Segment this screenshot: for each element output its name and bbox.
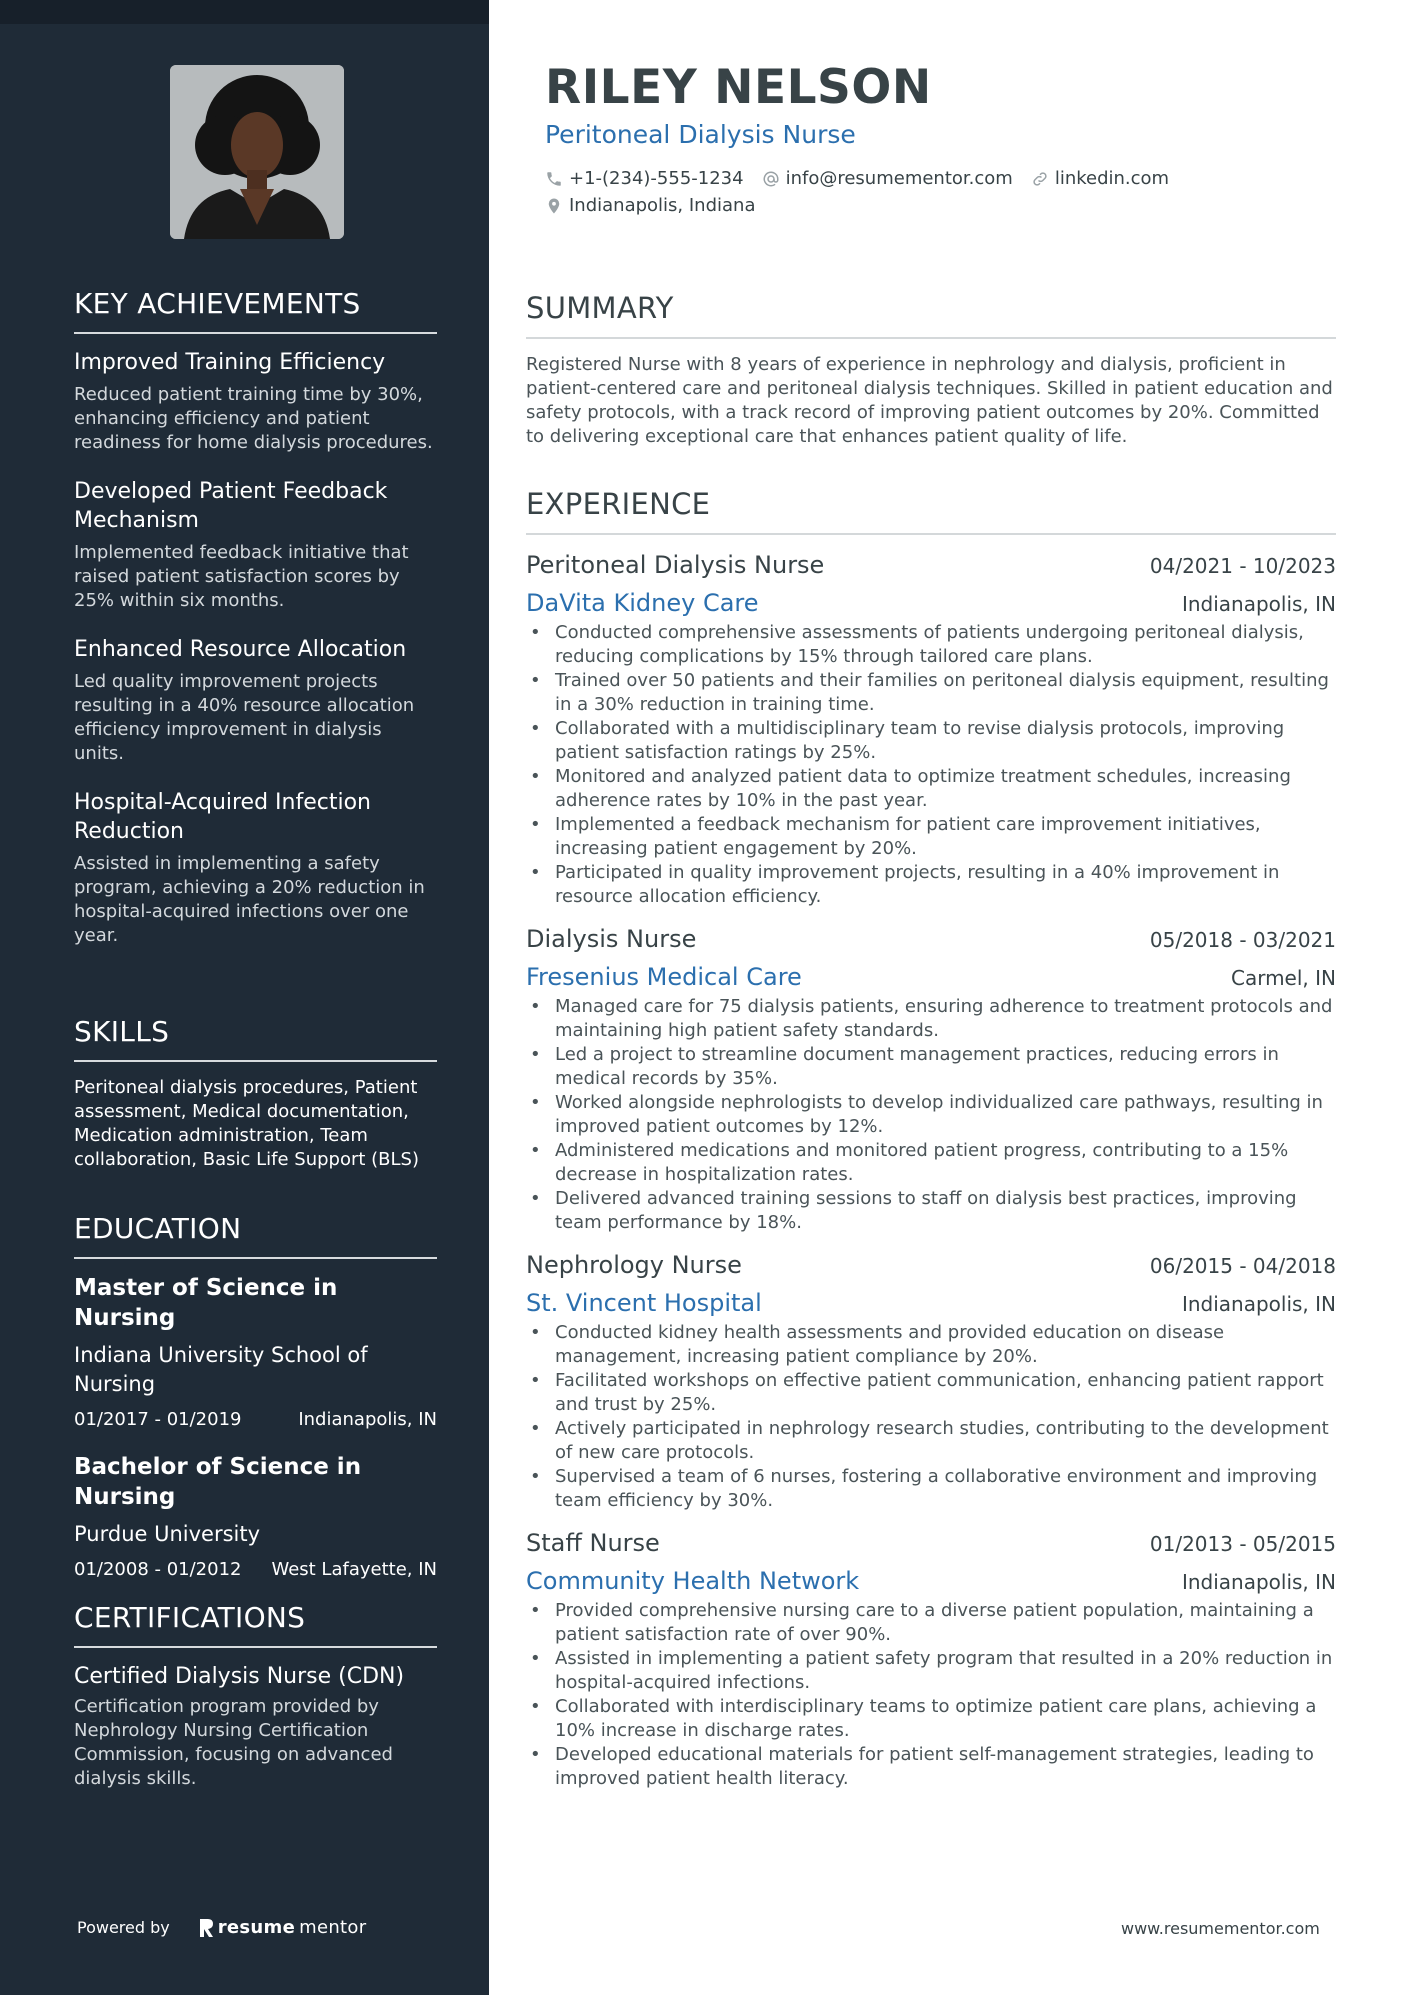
achievement-item	[74, 788, 437, 948]
job-company-row	[526, 581, 1336, 619]
job-bullets	[526, 1599, 1336, 1791]
contact-row	[545, 168, 1335, 189]
summary-text: Registered Nurse with 8 years of experience in nephrology and dialysis, proficient in patient-centered care and peritoneal dialysis techniques. Skilled in patient education and safety protocols, with a track record of improving patient outcomes by 20%. Committed to delivering exceptional care that enhances patient quality of life.	[526, 354, 1333, 447]
achievement-item	[74, 635, 437, 766]
skills-text: Peritoneal dialysis procedures, Patient assessment, Medical documentation, Medication administration, Team collaboration, Basic Life Support (BLS)	[74, 1077, 419, 1170]
phone-text: +1-(234)-555-1234	[569, 168, 744, 189]
job-bullet: • Facilitated workshops on effective patient communication, enhancing patient rapport and trust by 25%.	[526, 1369, 1336, 1417]
job-bullet: • Developed educational materials for patient self-management strategies, leading to improved patient health literacy.	[526, 1743, 1336, 1791]
brand-logo[interactable]	[198, 1917, 367, 1938]
job-bullet: • Conducted comprehensive assessments of patients undergoing peritoneal dialysis, reducing complications by 15% through tailored care plans.	[526, 621, 1336, 669]
education-degree: Master of Science in Nursing	[74, 1275, 338, 1331]
powered-by-label: Powered by	[77, 1918, 170, 1937]
education-item	[74, 1452, 437, 1580]
location-pin-icon	[545, 196, 563, 216]
brand-name-bold: resume	[217, 1917, 296, 1938]
job-dates: 05/2018 - 03/2021	[1149, 928, 1336, 952]
job-bullet: • Collaborated with interdisciplinary teams to optimize patient care plans, achieving a 10% increase in discharge rates.	[526, 1695, 1336, 1743]
resume-header	[545, 58, 1335, 216]
education-location: Indianapolis, IN	[298, 1409, 437, 1430]
achievements-section	[74, 287, 437, 970]
education-school: Indiana University School of Nursing	[74, 1343, 368, 1396]
at-icon	[762, 170, 780, 188]
contact-phone[interactable]	[545, 168, 744, 189]
contact-row-location	[545, 195, 1335, 216]
achievement-title: Improved Training Efficiency	[74, 350, 386, 375]
education-school: Purdue University	[74, 1522, 261, 1546]
job-title-row	[526, 923, 1336, 955]
contact-email[interactable]	[762, 168, 1013, 189]
experience-section	[526, 487, 1336, 1805]
certification-title: Certified Dialysis Nurse (CDN)	[74, 1664, 405, 1689]
education-degree: Bachelor of Science in Nursing	[74, 1454, 362, 1510]
job-company-row	[526, 1281, 1336, 1319]
job-bullet: • Led a project to streamline document management practices, reducing errors in medical records by 35%.	[526, 1043, 1336, 1091]
skills-section	[74, 1015, 437, 1172]
job-title-row	[526, 1249, 1336, 1281]
candidate-name: RILEY NELSON	[545, 60, 932, 115]
job-title-row	[526, 549, 1336, 581]
job-company-row	[526, 955, 1336, 993]
job-entry	[526, 923, 1336, 1235]
job-bullet: • Implemented a feedback mechanism for patient care improvement initiatives, increasing patient engagement by 20%.	[526, 813, 1336, 861]
certifications-section	[74, 1601, 437, 1791]
job-location: Indianapolis, IN	[1181, 592, 1336, 616]
experience-heading: EXPERIENCE	[526, 487, 1336, 535]
achievement-title: Developed Patient Feedback Mechanism	[74, 479, 388, 533]
job-bullet: • Worked alongside nephrologists to develop individualized care pathways, resulting in improved patient outcomes by 12%.	[526, 1091, 1336, 1139]
certification-desc: Certification program provided by Nephrology Nursing Certification Commission, focusing on advanced dialysis skills.	[74, 1696, 393, 1789]
achievements-heading: KEY ACHIEVEMENTS	[74, 287, 437, 334]
job-company: Community Health Network	[526, 1567, 860, 1595]
job-bullets	[526, 995, 1336, 1235]
achievement-item	[74, 477, 437, 613]
job-bullets	[526, 1321, 1336, 1513]
job-entry	[526, 549, 1336, 909]
job-dates: 01/2013 - 05/2015	[1149, 1532, 1336, 1556]
certifications-heading: CERTIFICATIONS	[74, 1601, 437, 1648]
candidate-role: Peritoneal Dialysis Nurse	[545, 120, 856, 149]
skills-heading: SKILLS	[74, 1015, 437, 1062]
job-company: St. Vincent Hospital	[526, 1289, 762, 1317]
education-meta	[74, 1409, 437, 1430]
job-title: Nephrology Nurse	[526, 1251, 742, 1279]
achievement-title: Hospital-Acquired Infection Reduction	[74, 790, 371, 844]
education-dates: 01/2008 - 01/2012	[74, 1559, 242, 1580]
achievement-title: Enhanced Resource Allocation	[74, 637, 407, 662]
job-bullet: • Managed care for 75 dialysis patients, ensuring adherence to treatment protocols and maintaining high patient safety standards.	[526, 995, 1336, 1043]
phone-icon	[545, 170, 563, 188]
education-heading: EDUCATION	[74, 1212, 437, 1259]
location-text: Indianapolis, Indiana	[569, 195, 756, 216]
job-dates: 04/2021 - 10/2023	[1149, 554, 1336, 578]
brand-mark-icon	[198, 1918, 214, 1938]
job-location: Carmel, IN	[1230, 966, 1336, 990]
powered-by	[77, 1917, 366, 1938]
job-bullet: • Actively participated in nephrology research studies, contributing to the development of new care protocols.	[526, 1417, 1336, 1465]
education-item	[74, 1273, 437, 1430]
education-dates: 01/2017 - 01/2019	[74, 1409, 242, 1430]
job-entry	[526, 1527, 1336, 1791]
job-bullet: • Monitored and analyzed patient data to optimize treatment schedules, increasing adherence rates by 10% in the past year.	[526, 765, 1336, 813]
achievement-item	[74, 348, 437, 455]
brand-name-light: mentor	[299, 1917, 367, 1938]
job-title: Staff Nurse	[526, 1529, 660, 1557]
education-meta	[74, 1559, 437, 1580]
contact-linkedin[interactable]	[1031, 168, 1169, 189]
job-bullet: • Provided comprehensive nursing care to a diverse patient population, maintaining a patient satisfaction rate of over 90%.	[526, 1599, 1336, 1647]
achievement-desc: Assisted in implementing a safety program, achieving a 20% reduction in hospital-acquired infections over one year.	[74, 853, 425, 946]
achievement-desc: Reduced patient training time by 30%, enhancing efficiency and patient readiness for home dialysis procedures.	[74, 384, 433, 453]
job-location: Indianapolis, IN	[1181, 1292, 1336, 1316]
sidebar-top-bar	[0, 0, 489, 24]
achievement-desc: Led quality improvement projects resulting in a 40% resource allocation efficiency improvement in dialysis units.	[74, 671, 415, 764]
job-bullet: • Administered medications and monitored patient progress, contributing to a 15% decrease in hospitalization rates.	[526, 1139, 1336, 1187]
job-title-row	[526, 1527, 1336, 1559]
job-bullet: • Conducted kidney health assessments and provided education on disease management, increasing patient compliance by 20%.	[526, 1321, 1336, 1369]
job-company: Fresenius Medical Care	[526, 963, 802, 991]
job-title: Peritoneal Dialysis Nurse	[526, 551, 825, 579]
job-bullet: • Trained over 50 patients and their families on peritoneal dialysis equipment, resulting in a 30% reduction in training time.	[526, 669, 1336, 717]
footer-url[interactable]: www.resumementor.com	[1121, 1919, 1320, 1938]
job-bullet: • Collaborated with a multidisciplinary team to revise dialysis protocols, improving patient satisfaction ratings by 25%.	[526, 717, 1336, 765]
job-bullet: • Participated in quality improvement projects, resulting in a 40% improvement in resource allocation efficiency.	[526, 861, 1336, 909]
job-bullet: • Supervised a team of 6 nurses, fostering a collaborative environment and improving team efficiency by 30%.	[526, 1465, 1336, 1513]
job-bullet: • Delivered advanced training sessions to staff on dialysis best practices, improving team performance by 18%.	[526, 1187, 1336, 1235]
job-location: Indianapolis, IN	[1181, 1570, 1336, 1594]
education-location: West Lafayette, IN	[271, 1559, 437, 1580]
profile-photo	[170, 65, 344, 239]
achievement-desc: Implemented feedback initiative that raised patient satisfaction scores by 25% within six months.	[74, 542, 409, 611]
job-company-row	[526, 1559, 1336, 1597]
summary-heading: SUMMARY	[526, 291, 1336, 339]
summary-section	[526, 291, 1336, 449]
job-bullet: • Assisted in implementing a patient safety program that resulted in a 20% reduction in hospital-acquired infections.	[526, 1647, 1336, 1695]
email-text: info@resumementor.com	[785, 168, 1013, 189]
linkedin-text: linkedin.com	[1054, 168, 1170, 189]
job-dates: 06/2015 - 04/2018	[1149, 1254, 1336, 1278]
education-section	[74, 1212, 437, 1602]
sidebar	[0, 0, 489, 1995]
job-title: Dialysis Nurse	[526, 925, 697, 953]
job-bullets	[526, 621, 1336, 909]
contact-location	[545, 195, 756, 216]
job-company: DaVita Kidney Care	[526, 589, 759, 617]
job-entry	[526, 1249, 1336, 1513]
link-icon	[1031, 170, 1049, 188]
